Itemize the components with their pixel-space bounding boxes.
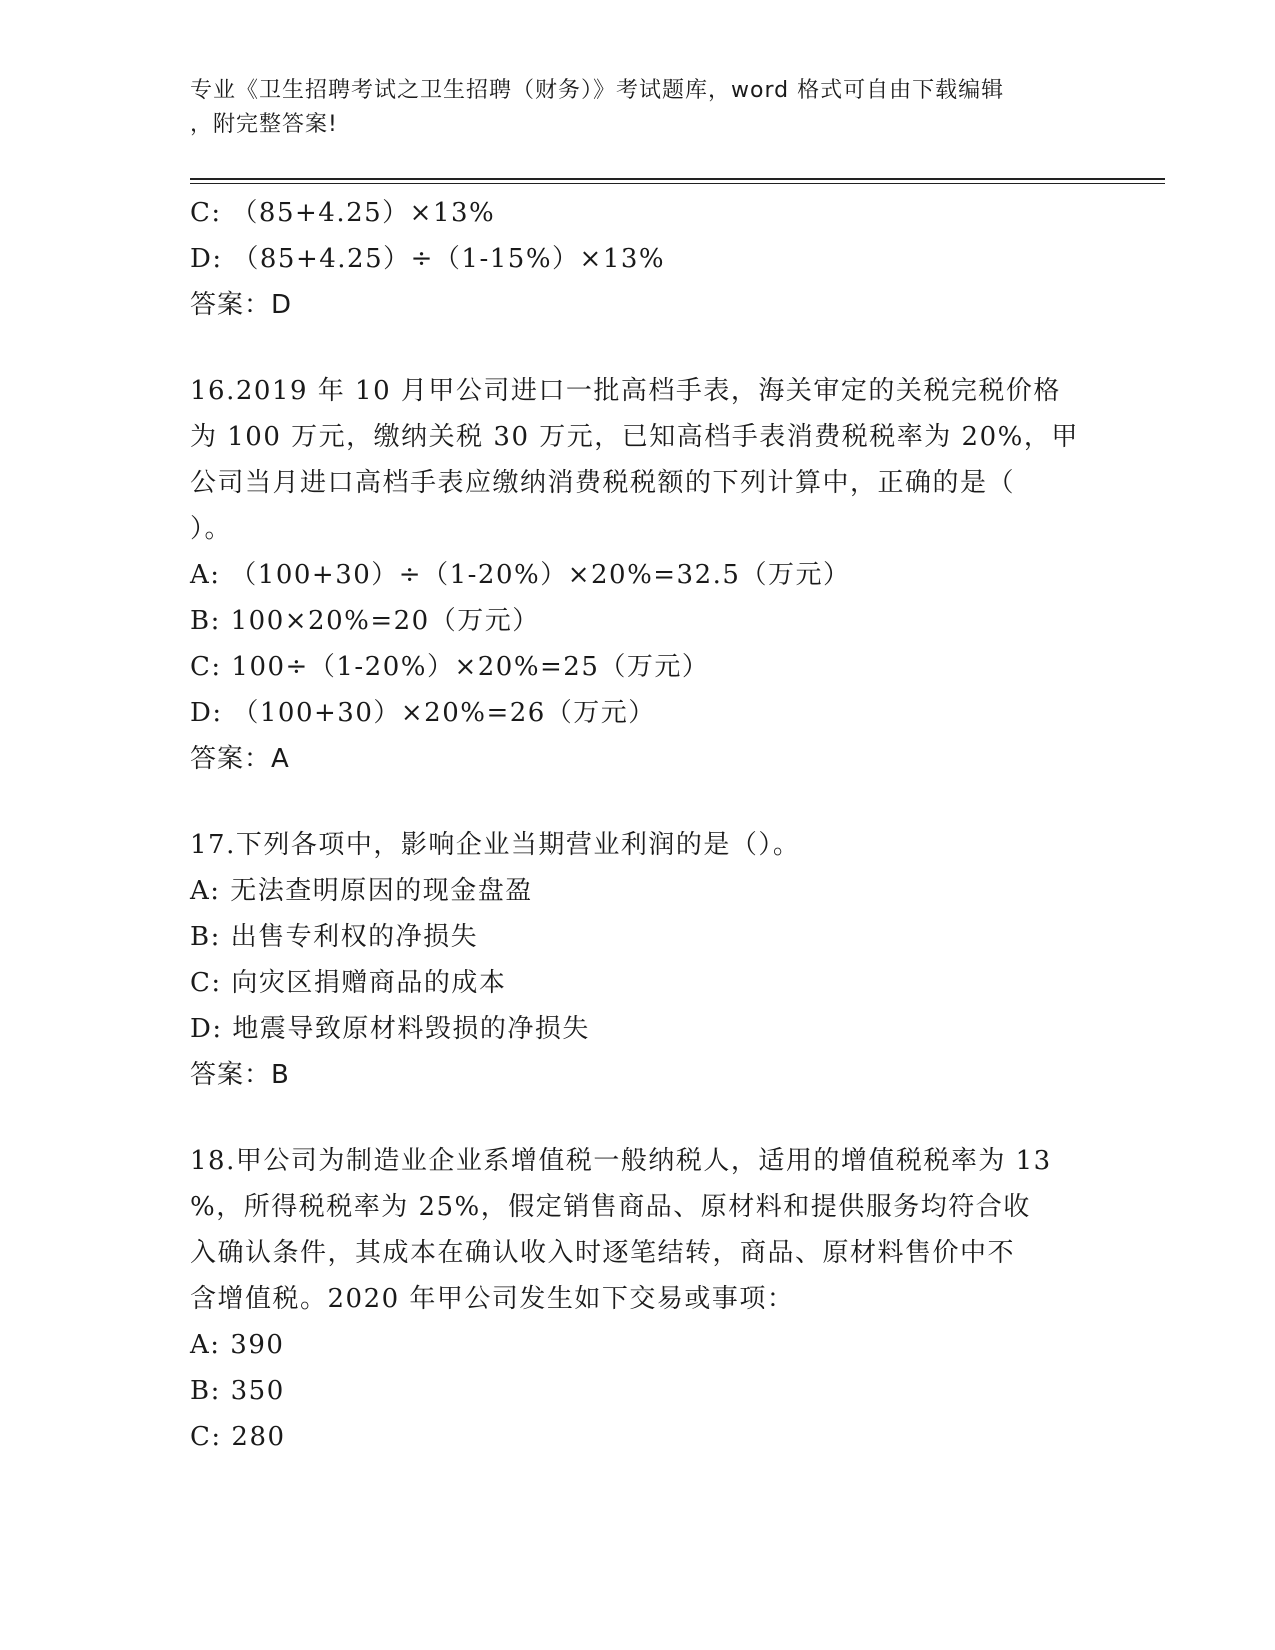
- previous-question-tail: [190, 190, 1090, 328]
- question-stem-line: %，所得税税率为 25%，假定销售商品、原材料和提供服务均符合收: [190, 1192, 1031, 1222]
- option-b: B: 350: [190, 1376, 285, 1406]
- header-title-line-1: 专业《卫生招聘考试之卫生招聘（财务）》考试题库，word 格式可自由下载编辑: [190, 78, 1005, 103]
- question-stem-line: 入确认条件，其成本在确认收入时逐笔结转，商品、原材料售价中不: [190, 1238, 1016, 1268]
- question-17: [190, 822, 1090, 1098]
- answer-line: 答案：A: [190, 744, 290, 774]
- spacer: [190, 782, 1090, 822]
- header-title-line-2: ，附完整答案!: [190, 112, 338, 137]
- question-stem-line: ）。: [190, 514, 233, 544]
- question-stem-line: 16.2019 年 10 月甲公司进口一批高档手表，海关审定的关税完税价格: [190, 376, 1061, 406]
- option-b: B: 出售专利权的净损失: [190, 922, 479, 952]
- option-c: C: 向灾区捐赠商品的成本: [190, 968, 507, 998]
- question-stem-line: 为 100 万元，缴纳关税 30 万元，已知高档手表消费税税率为 20%，甲: [190, 422, 1079, 452]
- question-16: [190, 368, 1090, 782]
- question-stem-line: 含增值税。2020 年甲公司发生如下交易或事项：: [190, 1284, 795, 1314]
- question-content: [190, 190, 1090, 1460]
- page-header: [190, 74, 1090, 142]
- option-c: C: （85+4.25）×13%: [190, 198, 496, 228]
- option-a: A: 390: [190, 1330, 285, 1360]
- option-a: A: 无法查明原因的现金盘盈: [190, 876, 533, 906]
- option-b: B: 100×20%=20（万元）: [190, 606, 540, 636]
- answer-line: 答案：D: [190, 290, 293, 320]
- spacer: [190, 1098, 1090, 1138]
- option-a: A: （100+30）÷（1-20%）×20%=32.5（万元）: [190, 560, 851, 590]
- question-18: [190, 1138, 1090, 1460]
- option-d: D: （100+30）×20%=26（万元）: [190, 698, 656, 728]
- header-divider-thin: [190, 183, 1165, 184]
- spacer: [190, 328, 1090, 368]
- question-stem-line: 18.甲公司为制造业企业系增值税一般纳税人，适用的增值税税率为 13: [190, 1146, 1052, 1176]
- option-c: C: 280: [190, 1422, 286, 1452]
- option-d: D: （85+4.25）÷（1-15%）×13%: [190, 244, 666, 274]
- option-c: C: 100÷（1-20%）×20%=25（万元）: [190, 652, 710, 682]
- answer-line: 答案：B: [190, 1060, 290, 1090]
- question-stem-line: 公司当月进口高档手表应缴纳消费税税额的下列计算中，正确的是（: [190, 468, 1016, 498]
- header-divider-thick: [190, 178, 1165, 180]
- question-stem-line: 17.下列各项中，影响企业当期营业利润的是（）。: [190, 830, 801, 860]
- option-d: D: 地震导致原材料毁损的净损失: [190, 1014, 590, 1044]
